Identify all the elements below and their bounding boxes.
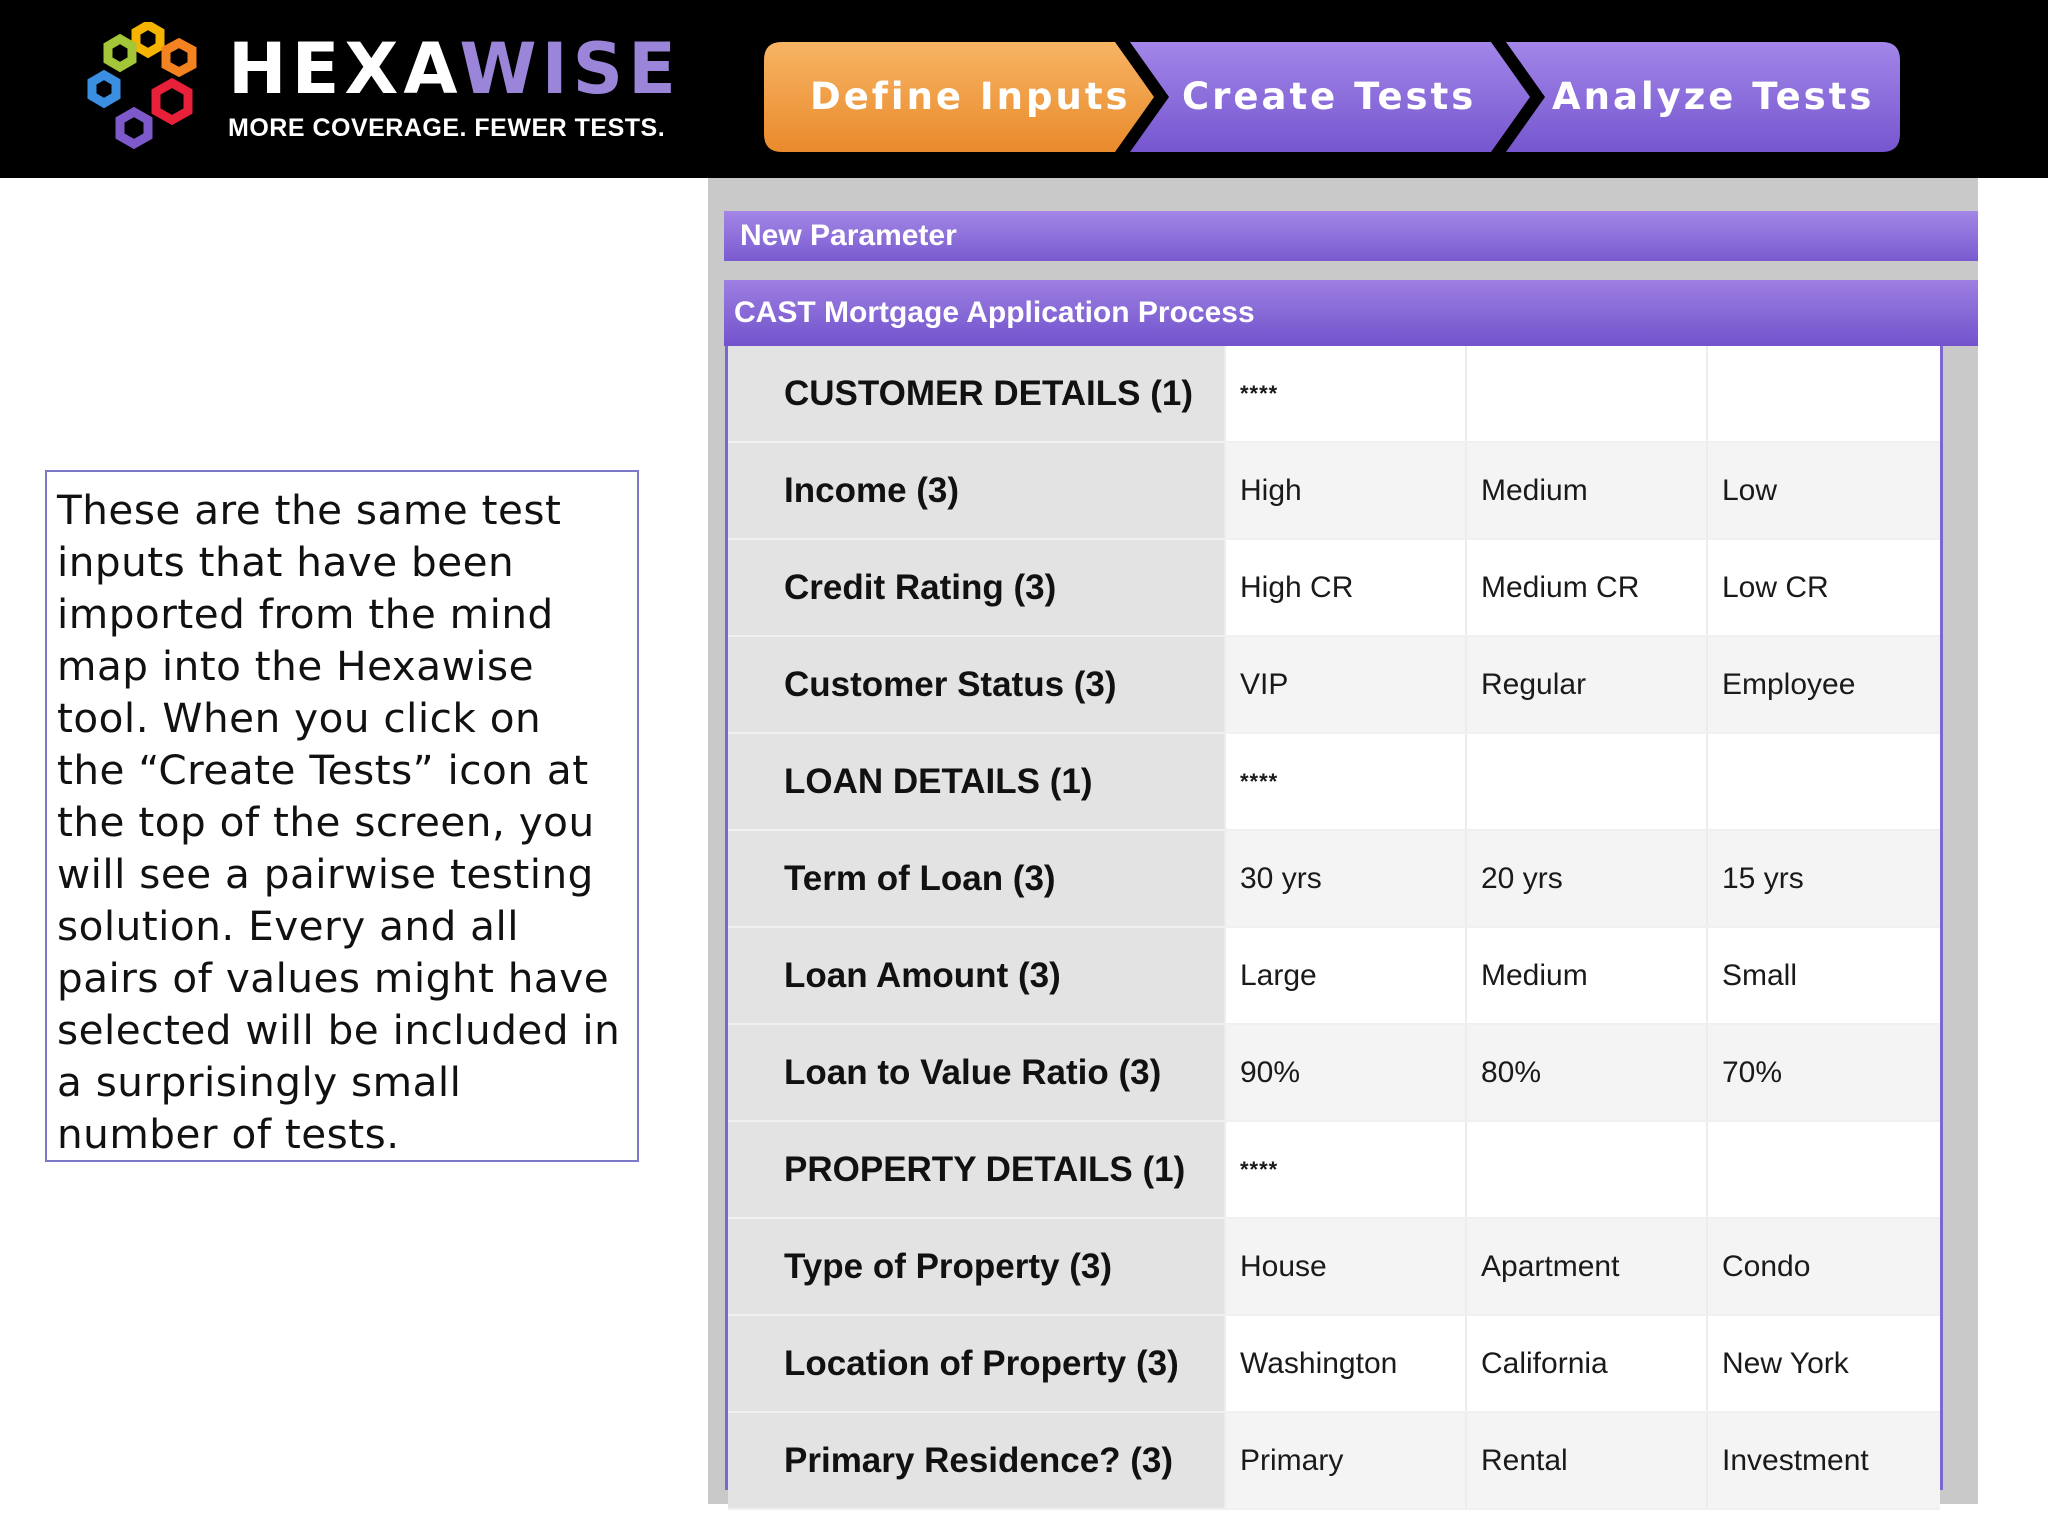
- parameter-value[interactable]: 20 yrs: [1466, 830, 1707, 927]
- parameter-value[interactable]: Condo: [1707, 1218, 1940, 1315]
- parameter-value[interactable]: [1466, 1121, 1707, 1218]
- brand-name-part1: HEXA: [228, 28, 460, 110]
- parameter-value[interactable]: Large: [1225, 927, 1466, 1024]
- parameter-value[interactable]: Apartment: [1466, 1218, 1707, 1315]
- table-row[interactable]: [728, 733, 1940, 830]
- parameter-name[interactable]: CUSTOMER DETAILS (1): [728, 346, 1225, 442]
- parameter-value[interactable]: [1707, 346, 1940, 442]
- logo-hex-red: [156, 83, 188, 120]
- parameter-name[interactable]: Loan to Value Ratio (3): [728, 1024, 1225, 1121]
- step-analyze-tests[interactable]: Analyze Tests: [1552, 75, 1875, 118]
- parameter-value[interactable]: Small: [1707, 927, 1940, 1024]
- parameter-value[interactable]: Primary: [1225, 1412, 1466, 1509]
- parameter-value[interactable]: 70%: [1707, 1024, 1940, 1121]
- parameter-name[interactable]: Loan Amount (3): [728, 927, 1225, 1024]
- table-row[interactable]: [728, 830, 1940, 927]
- project-title: CAST Mortgage Application Process: [724, 280, 1978, 346]
- table-row[interactable]: [728, 1024, 1940, 1121]
- table-row[interactable]: [728, 1121, 1940, 1218]
- parameter-value[interactable]: ****: [1225, 346, 1466, 442]
- app-header: [0, 0, 2048, 178]
- annotation-note: These are the same test inputs that have been imported from the mind map into the Hexawise tool. When you click on the “Create Tests” icon at the top of the screen, you will see a pairwise testing solution. Every and all pairs of values might have selected will be included in a surprisingly small number of tests.: [45, 470, 639, 1162]
- parameter-name[interactable]: Customer Status (3): [728, 636, 1225, 733]
- parameter-value[interactable]: Medium CR: [1466, 539, 1707, 636]
- parameter-value[interactable]: ****: [1225, 1121, 1466, 1218]
- new-parameter-button[interactable]: New Parameter: [724, 211, 1978, 261]
- table-row[interactable]: [728, 1218, 1940, 1315]
- parameter-name[interactable]: Income (3): [728, 442, 1225, 539]
- brand: [228, 28, 681, 143]
- parameter-value[interactable]: 90%: [1225, 1024, 1466, 1121]
- parameter-value[interactable]: [1466, 346, 1707, 442]
- parameter-name[interactable]: LOAN DETAILS (1): [728, 733, 1225, 830]
- table-row[interactable]: [728, 442, 1940, 539]
- table-row[interactable]: [728, 927, 1940, 1024]
- parameter-name[interactable]: Term of Loan (3): [728, 830, 1225, 927]
- parameter-value[interactable]: Rental: [1466, 1412, 1707, 1509]
- parameter-value[interactable]: New York: [1707, 1315, 1940, 1412]
- parameter-name[interactable]: Location of Property (3): [728, 1315, 1225, 1412]
- workflow-steps: [764, 40, 1904, 154]
- parameter-value[interactable]: Medium: [1466, 927, 1707, 1024]
- parameter-value[interactable]: 30 yrs: [1225, 830, 1466, 927]
- hexawise-logo-icon: [84, 22, 214, 152]
- step-create-tests[interactable]: Create Tests: [1182, 75, 1477, 118]
- parameter-value[interactable]: High CR: [1225, 539, 1466, 636]
- parameter-value[interactable]: Regular: [1466, 636, 1707, 733]
- parameter-value[interactable]: 15 yrs: [1707, 830, 1940, 927]
- parameter-value[interactable]: ****: [1225, 733, 1466, 830]
- table-row[interactable]: [728, 1412, 1940, 1509]
- brand-tagline: MORE COVERAGE. FEWER TESTS.: [228, 114, 666, 142]
- parameter-value[interactable]: Low CR: [1707, 539, 1940, 636]
- parameters-table: [725, 346, 1943, 1490]
- logo-hex-blue: [92, 75, 116, 103]
- logo-hex-yellow: [136, 25, 160, 53]
- parameter-value[interactable]: 80%: [1466, 1024, 1707, 1121]
- step-define-inputs[interactable]: Define Inputs: [810, 75, 1131, 118]
- parameter-value[interactable]: Medium: [1466, 442, 1707, 539]
- parameter-value[interactable]: Washington: [1225, 1315, 1466, 1412]
- parameter-value[interactable]: Investment: [1707, 1412, 1940, 1509]
- parameter-name[interactable]: PROPERTY DETAILS (1): [728, 1121, 1225, 1218]
- parameter-value[interactable]: [1707, 733, 1940, 830]
- parameter-value[interactable]: VIP: [1225, 636, 1466, 733]
- logo-hex-orange: [166, 43, 192, 72]
- logo-hex-purple: [120, 112, 148, 144]
- parameter-value[interactable]: High: [1225, 442, 1466, 539]
- table-row[interactable]: [728, 636, 1940, 733]
- parameter-name[interactable]: Type of Property (3): [728, 1218, 1225, 1315]
- logo-hex-green: [108, 39, 132, 67]
- parameter-value[interactable]: Employee: [1707, 636, 1940, 733]
- brand-name-part2: WISE: [459, 28, 681, 110]
- parameter-value[interactable]: House: [1225, 1218, 1466, 1315]
- table-row[interactable]: [728, 346, 1940, 442]
- brand-name: [228, 28, 681, 110]
- parameter-value[interactable]: California: [1466, 1315, 1707, 1412]
- table-row[interactable]: [728, 1315, 1940, 1412]
- parameter-name[interactable]: Credit Rating (3): [728, 539, 1225, 636]
- parameter-value[interactable]: Low: [1707, 442, 1940, 539]
- parameter-name[interactable]: Primary Residence? (3): [728, 1412, 1225, 1509]
- parameter-value[interactable]: [1707, 1121, 1940, 1218]
- table-row[interactable]: [728, 539, 1940, 636]
- parameter-value[interactable]: [1466, 733, 1707, 830]
